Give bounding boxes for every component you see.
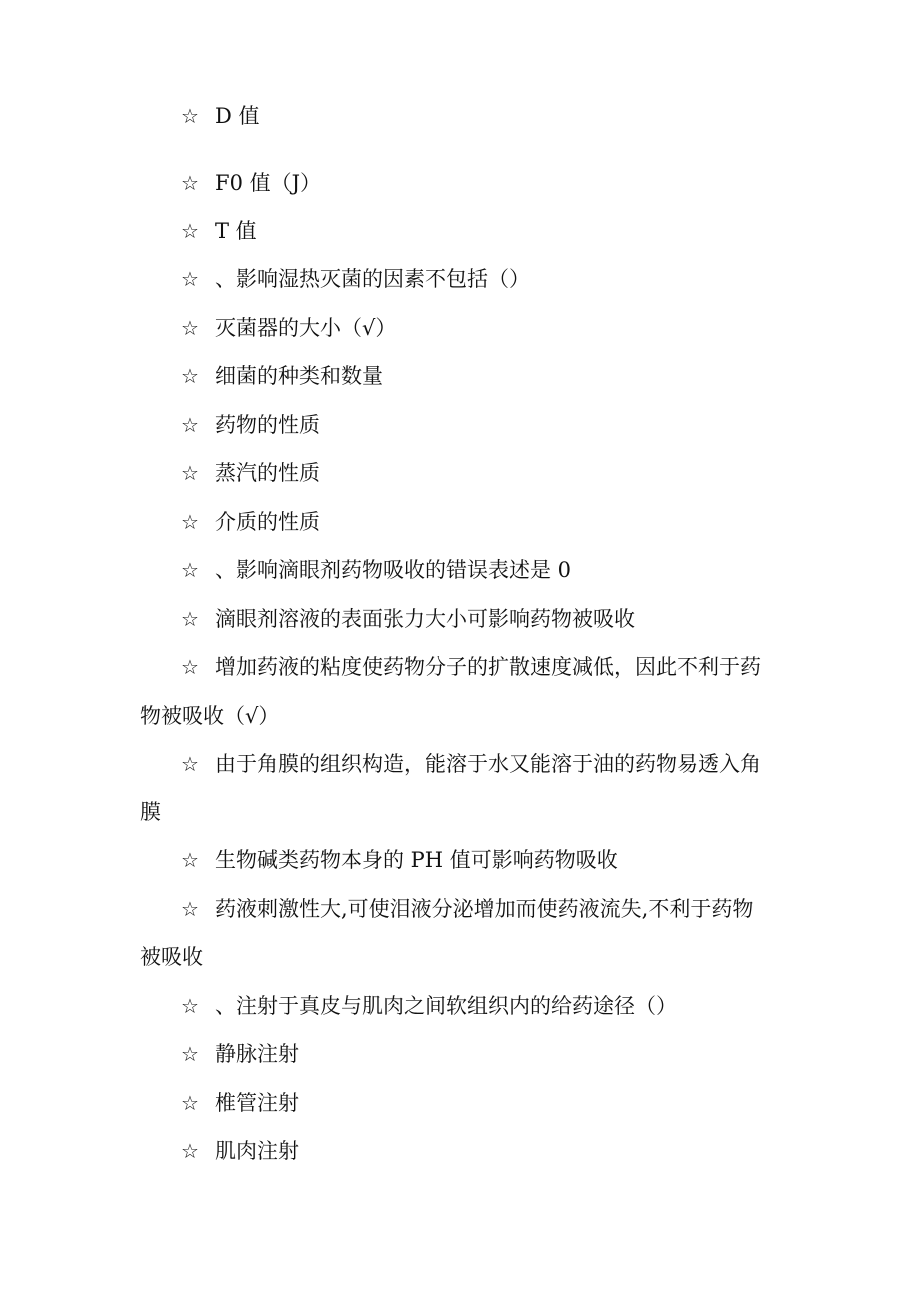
list-item <box>181 991 841 1021</box>
list-item <box>181 313 841 343</box>
star-icon: ☆ <box>181 316 199 340</box>
item-text: 蒸汽的性质 <box>215 461 320 485</box>
star-icon: ☆ <box>181 1042 199 1066</box>
star-icon: ☆ <box>181 510 199 534</box>
item-text: 静脉注射 <box>215 1042 299 1066</box>
list-item <box>181 216 841 246</box>
list-item <box>181 555 841 585</box>
star-icon: ☆ <box>181 655 199 679</box>
item-text: 肌肉注射 <box>215 1139 299 1163</box>
list-item <box>181 264 841 294</box>
list-item <box>181 507 841 537</box>
item-text: 细菌的种类和数量 <box>215 364 383 388</box>
item-text: T 值 <box>215 219 257 243</box>
item-text: 灭菌器的大小（√） <box>215 316 397 340</box>
star-icon: ☆ <box>181 607 199 631</box>
item-text: 椎管注射 <box>215 1091 299 1115</box>
item-text: 、影响湿热灭菌的因素不包括（） <box>215 267 530 291</box>
star-icon: ☆ <box>181 104 199 128</box>
item-text: F0 值（J） <box>215 171 322 195</box>
item-text: D 值 <box>215 104 260 128</box>
list-item <box>181 1088 841 1118</box>
list-item <box>181 845 841 875</box>
list-item <box>181 410 841 440</box>
list-item-continuation: 膜 <box>140 800 161 824</box>
item-text: 介质的性质 <box>215 510 320 534</box>
star-icon: ☆ <box>181 461 199 485</box>
star-icon: ☆ <box>181 752 199 776</box>
list-item <box>181 652 841 682</box>
list-item <box>181 361 841 391</box>
list-item <box>181 458 841 488</box>
star-icon: ☆ <box>181 219 199 243</box>
list-item <box>181 749 841 779</box>
list-item <box>181 604 841 634</box>
star-icon: ☆ <box>181 364 199 388</box>
item-text: 、注射于真皮与肌肉之间软组织内的给药途径（） <box>215 994 677 1018</box>
list-item <box>181 894 841 924</box>
star-icon: ☆ <box>181 558 199 582</box>
list-item <box>181 168 841 198</box>
item-text: 药物的性质 <box>215 413 320 437</box>
list-item-continuation: 被吸收 <box>140 945 203 969</box>
star-icon: ☆ <box>181 1139 199 1163</box>
list-item <box>181 101 841 131</box>
star-icon: ☆ <box>181 267 199 291</box>
item-text: 增加药液的粘度使药物分子的扩散速度减低，因此不利于药 <box>215 655 761 679</box>
star-icon: ☆ <box>181 171 199 195</box>
star-icon: ☆ <box>181 413 199 437</box>
item-text: 药液刺激性大,可使泪液分泌增加而使药液流失,不利于药物 <box>215 897 754 921</box>
item-text: 生物碱类药物本身的 PH 值可影响药物吸收 <box>215 848 618 872</box>
star-icon: ☆ <box>181 994 199 1018</box>
item-text: 由于角膜的组织构造，能溶于水又能溶于油的药物易透入角 <box>215 752 761 776</box>
item-text: 滴眼剂溶液的表面张力大小可影响药物被吸收 <box>215 607 635 631</box>
list-item-continuation: 物被吸收（√） <box>140 704 280 728</box>
list-item <box>181 1039 841 1069</box>
star-icon: ☆ <box>181 897 199 921</box>
list-item <box>181 1136 841 1166</box>
star-icon: ☆ <box>181 848 199 872</box>
item-text: 、影响滴眼剂药物吸收的错误表述是 0 <box>215 558 572 582</box>
star-icon: ☆ <box>181 1091 199 1115</box>
